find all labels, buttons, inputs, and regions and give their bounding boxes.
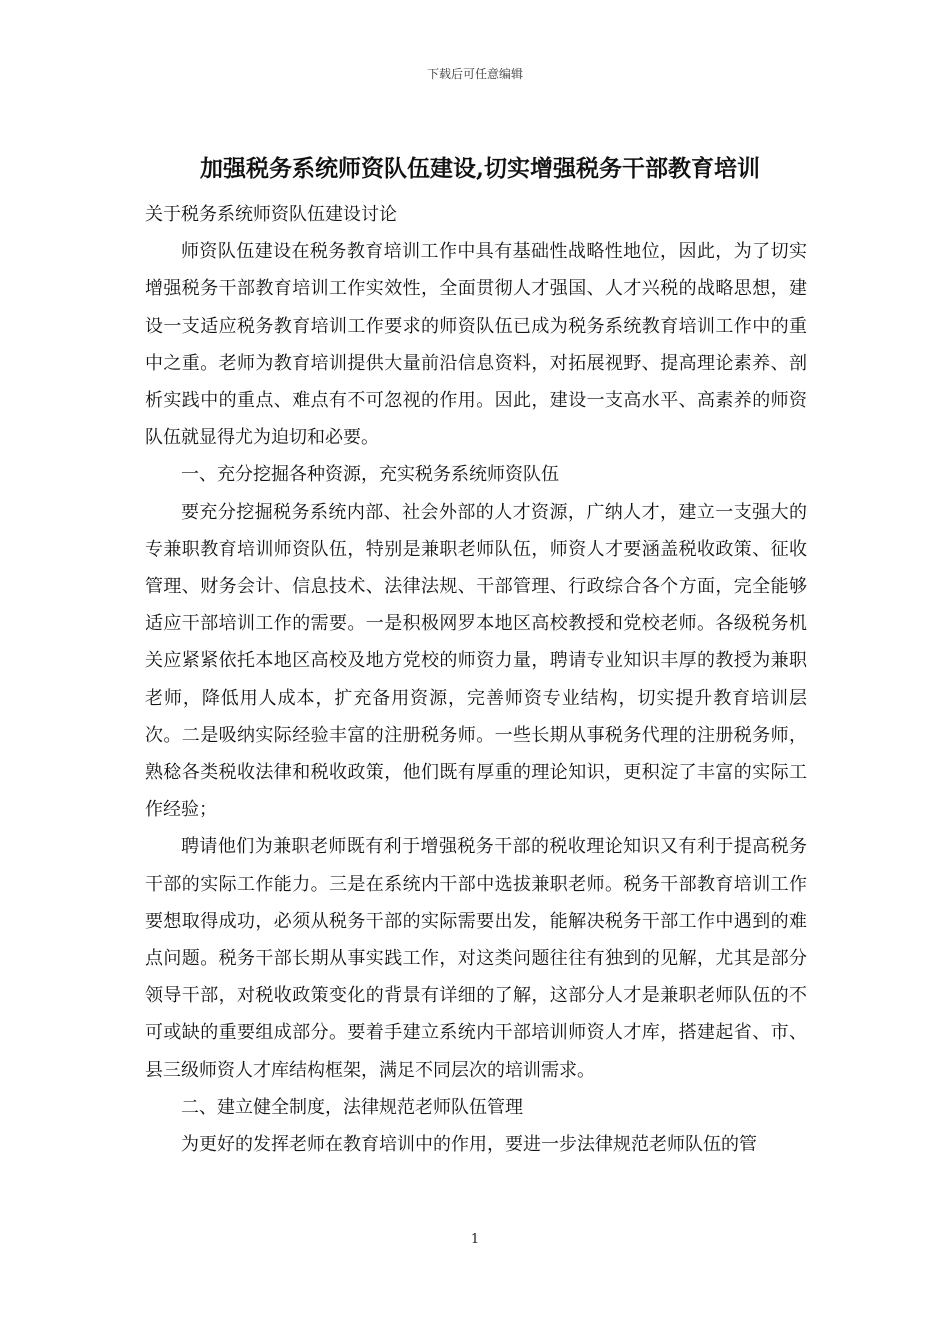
document-body [145, 196, 807, 1163]
subtitle-line: 关于税务系统师资队伍建设讨论 [145, 204, 397, 225]
section-heading-2: 二、建立健全制度，法律规范老师队伍管理 [181, 1096, 523, 1118]
section-heading-1: 一、充分挖掘各种资源，充实税务系统师资队伍 [181, 464, 559, 486]
paragraph-section-1-continued: 聘请他们为兼职老师既有利于增强税务干部的税收理论知识又有利于提高税务干部的实际工作能力。三是在系统内干部中选拔兼职老师。税务干部教育培训工作要想取得成功，必须从税务干部的实际需要出发，能解决税务干部工作中遇到的难点问题。税务干部长期从事实践工作，对这类问题往往有独到的见解，尤其是部分领导干部，对税收政策变化的背景有详细的了解，这部分人才是兼职老师队伍的不可或缺的重要组成部分。要着手建立系统内干部培训师资人才库，搭建起省、市、县三级师资人才库结构框架，满足不同层次的培训需求。 [145, 836, 807, 1081]
page-number: 1 [470, 1232, 480, 1247]
page-header: 下载后可任意编辑 [426, 67, 523, 81]
paragraph-section-2: 为更好的发挥老师在教育培训中的作用，要进一步法律规范老师队伍的管 [181, 1134, 757, 1156]
paragraph-section-1: 要充分挖掘税务系统内部、社会外部的人才资源，广纳人才，建立一支强大的专兼职教育培训师资队伍，特别是兼职老师队伍，师资人才要涵盖税收政策、征收管理、财务会计、信息技术、法律法规、干部管理、行政综合各个方面，完全能够适应干部培训工作的需要。一是积极网罗本地区高校教授和党校老师。各级税务机关应紧紧依托本地区高校及地方党校的师资力量，聘请专业知识丰厚的教授为兼职老师，降低用人成本，扩充备用资源，完善师资专业结构，切实提升教育培训层次。二是吸纳实际经验丰富的注册税务师。一些长期从事税务代理的注册税务师，熟稔各类税收法律和税收政策，他们既有厚重的理论知识，更积淀了丰富的实际工作经验； [145, 501, 807, 821]
document-title: 加强税务系统师资队伍建设,切实增强税务干部教育培训 [199, 155, 760, 182]
paragraph-intro: 师资队伍建设在税务教育培训工作中具有基础性战略性地位，因此，为了切实增强税务干部教育培训工作实效性，全面贯彻人才强国、人才兴税的战略思想，建设一支适应税务教育培训工作要求的师资队伍已成为税务系统教育培训工作中的重中之重。老师为教育培训提供大量前沿信息资料，对拓展视野、提高理论素养、剖析实践中的重点、难点有不可忽视的作用。因此，建设一支高水平、高素养的师资队伍就显得尤为迫切和必要。 [145, 241, 807, 449]
